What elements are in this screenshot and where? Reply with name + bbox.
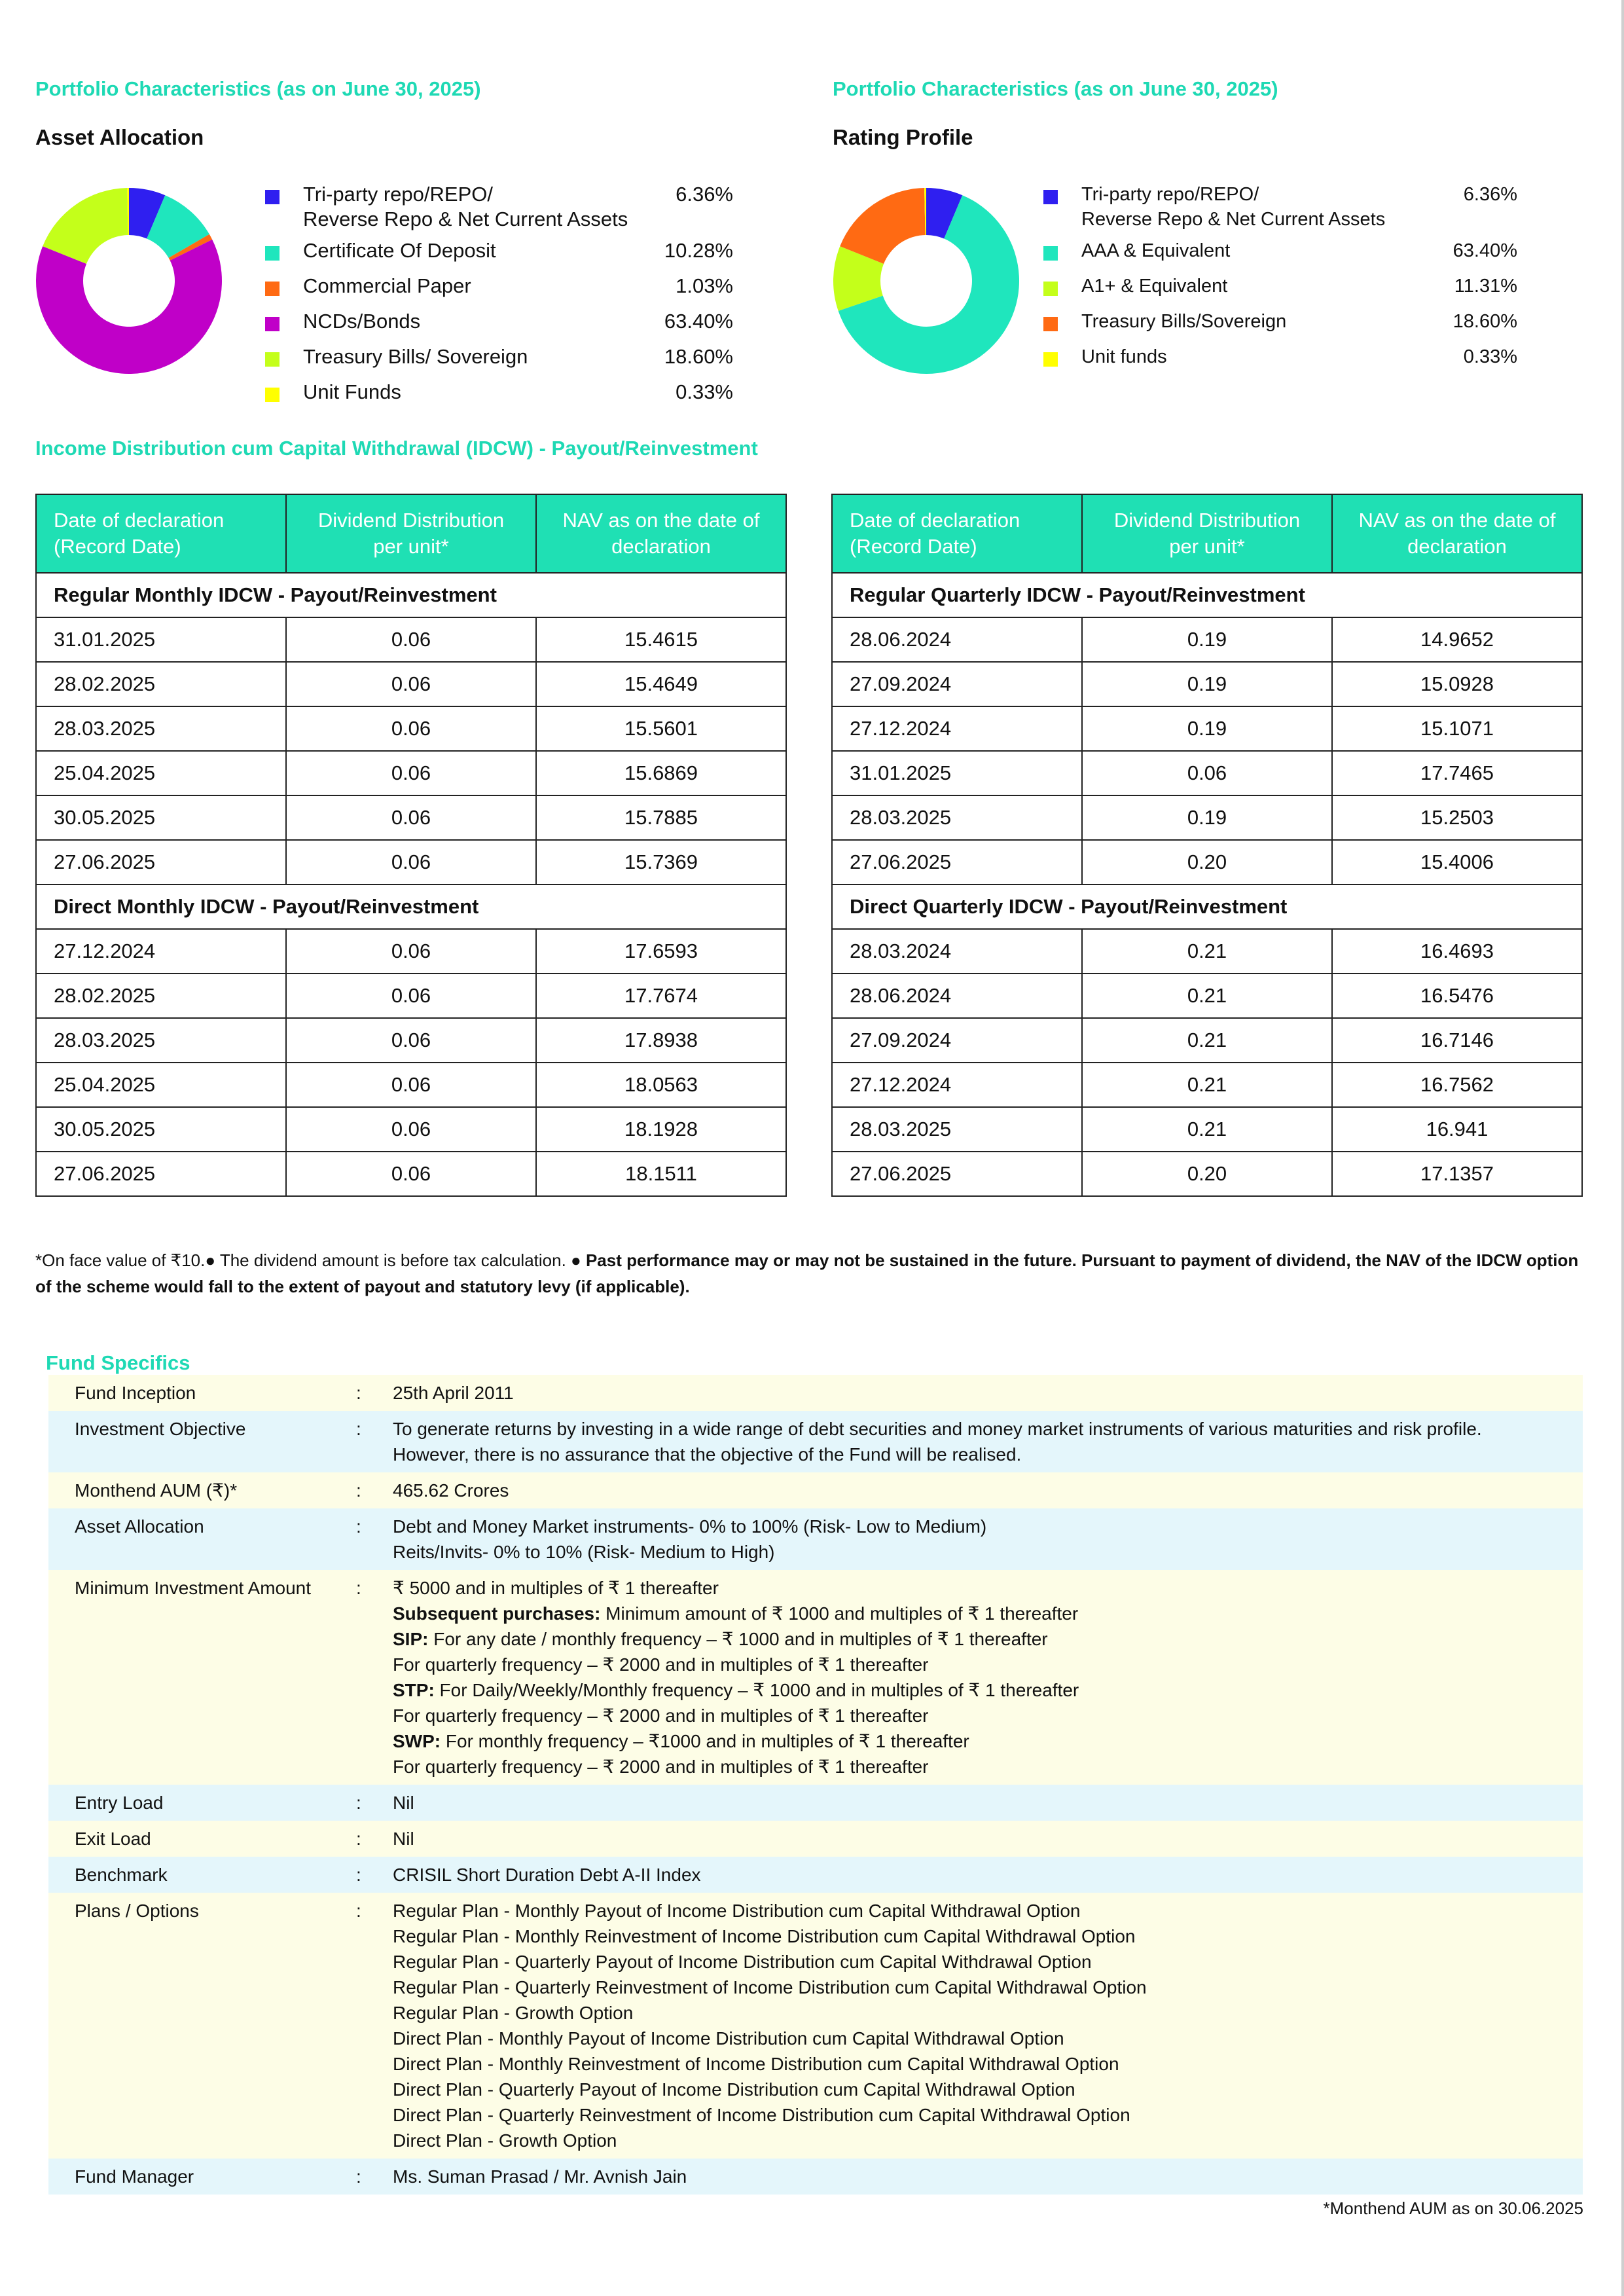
dividend-cell: 0.19 (1082, 662, 1332, 706)
dividend-cell: 0.21 (1082, 1018, 1332, 1063)
dividend-cell: 0.21 (1082, 974, 1332, 1018)
nav-cell: 17.7465 (1332, 751, 1582, 795)
spec-value-line: For quarterly frequency – ₹ 2000 and in multiples of ₹ 1 thereafter (393, 1705, 929, 1726)
spec-key: Plans / Options (75, 1901, 199, 1921)
legend-swatch (1043, 282, 1058, 296)
record-date-cell: 25.04.2025 (36, 751, 286, 795)
spec-key: Exit Load (75, 1829, 151, 1849)
legend-value: 6.36% (1463, 184, 1517, 205)
record-date-cell: 31.01.2025 (36, 617, 286, 662)
dividend-cell: 0.21 (1082, 1063, 1332, 1107)
column-header: Dividend Distribution per unit* (1082, 494, 1332, 573)
dividend-cell: 0.06 (286, 795, 536, 840)
table-row (36, 662, 786, 706)
legend-item-tri-party-repo-repo-reverse-repo-net-current-assets (1043, 182, 1517, 232)
nav-cell: 15.2503 (1332, 795, 1582, 840)
legend-label-line: Treasury Bills/ Sovereign (303, 345, 528, 368)
spec-value-prefix: SIP: (393, 1629, 429, 1649)
spec-row-benchmark (48, 1857, 1583, 1893)
spec-key: Fund Inception (75, 1383, 196, 1403)
spec-value-line: STP: For Daily/Weekly/Monthly frequency – ₹ 1000 and in multiples of ₹ 1 thereafter (393, 1680, 1079, 1700)
idcw-section-title: Income Distribution cum Capital Withdrawal (IDCW) - Payout/Reinvestment (35, 437, 758, 460)
legend-value: 18.60% (664, 345, 733, 368)
legend-label-line: AAA & Equivalent (1081, 240, 1231, 261)
spec-value-line: Nil (393, 1793, 414, 1813)
dividend-note (35, 1247, 1593, 1300)
spec-value (393, 1898, 1583, 2153)
legend-label (303, 309, 648, 334)
record-date-cell: 28.03.2025 (36, 1018, 286, 1063)
nav-cell: 16.7562 (1332, 1063, 1582, 1107)
group-row (36, 573, 786, 617)
nav-cell: 16.941 (1332, 1107, 1582, 1152)
spec-value-line: Ms. Suman Prasad / Mr. Avnish Jain (393, 2166, 687, 2187)
note-bold-text: Past performance may or may not be sustained in the future. Pursuant to payment of dividend, the NAV of the IDCW option of the scheme would fall to the extent of payout and statutory levy (if applicable). (35, 1250, 1579, 1296)
spec-colon: : (356, 1383, 361, 1403)
nav-cell: 15.4649 (536, 662, 786, 706)
monthly-idcw-table (35, 494, 787, 1197)
spec-value-line: SIP: For any date / monthly frequency – ₹ 1000 and in multiples of ₹ 1 thereafter (393, 1629, 1048, 1649)
table-row (36, 795, 786, 840)
record-date-cell: 28.06.2024 (832, 617, 1082, 662)
spec-key: Asset Allocation (75, 1516, 204, 1537)
legend-label (1081, 274, 1432, 299)
rating-profile-legend (1043, 182, 1517, 380)
record-date-cell: 28.02.2025 (36, 662, 286, 706)
column-header: NAV as on the date of declaration (536, 494, 786, 573)
quarterly-idcw-table (831, 494, 1583, 1197)
asset-allocation-subtitle: Asset Allocation (35, 125, 204, 149)
table-row (832, 706, 1582, 751)
spec-value-line: However, there is no assurance that the objective of the Fund will be realised. (393, 1444, 1022, 1465)
legend-label-line: Unit Funds (303, 380, 401, 403)
record-date-cell: 28.06.2024 (832, 974, 1082, 1018)
legend-label-line: Reverse Repo & Net Current Assets (1081, 209, 1386, 230)
nav-cell: 15.6869 (536, 751, 786, 795)
spec-value-line: Direct Plan - Quarterly Payout of Income Distribution cum Capital Withdrawal Option (393, 2079, 1075, 2100)
legend-swatch (265, 246, 280, 261)
nav-cell: 16.4693 (1332, 929, 1582, 974)
nav-cell: 18.0563 (536, 1063, 786, 1107)
spec-value-line: Nil (393, 1829, 414, 1849)
legend-swatch (265, 388, 280, 402)
left-section-title: Portfolio Characteristics (as on June 30, 2025) (35, 77, 481, 100)
legend-swatch (1043, 317, 1058, 331)
spec-value-line: Subsequent purchases: Minimum amount of ₹ 1000 and multiples of ₹ 1 thereafter (393, 1603, 1079, 1624)
legend-label-line: Treasury Bills/Sovereign (1081, 311, 1287, 332)
nav-cell: 15.4615 (536, 617, 786, 662)
rating-profile-subtitle: Rating Profile (833, 125, 973, 149)
fund-specifics-table (48, 1375, 1583, 2195)
table-row (36, 1063, 786, 1107)
dividend-cell: 0.21 (1082, 929, 1332, 974)
spec-value-line: ₹ 5000 and in multiples of ₹ 1 thereafter (393, 1578, 719, 1598)
nav-cell: 17.8938 (536, 1018, 786, 1063)
spec-colon: : (356, 1901, 361, 1921)
dividend-cell: 0.19 (1082, 617, 1332, 662)
dividend-cell: 0.21 (1082, 1107, 1332, 1152)
right-section-title: Portfolio Characteristics (as on June 30, 2025) (833, 77, 1278, 100)
spec-value-line: Direct Plan - Growth Option (393, 2130, 617, 2151)
column-header: Dividend Distribution per unit* (286, 494, 536, 573)
legend-label (303, 238, 648, 263)
table-row (36, 1152, 786, 1196)
legend-label (303, 344, 648, 369)
legend-value: 63.40% (1453, 240, 1517, 261)
spec-colon: : (356, 1578, 361, 1598)
legend-value: 10.28% (664, 239, 733, 262)
legend-item-aaa-equivalent (1043, 238, 1517, 263)
legend-swatch (1043, 352, 1058, 367)
nav-cell: 15.1071 (1332, 706, 1582, 751)
spec-value-line: Regular Plan - Growth Option (393, 2003, 634, 2023)
dividend-cell: 0.06 (286, 1063, 536, 1107)
legend-label-line: A1+ & Equivalent (1081, 276, 1228, 297)
table-row (832, 662, 1582, 706)
table-row (36, 974, 786, 1018)
record-date-cell: 27.09.2024 (832, 1018, 1082, 1063)
legend-label-line: Unit funds (1081, 346, 1167, 367)
legend-label (1081, 309, 1432, 334)
spec-value (393, 1575, 1583, 1779)
spec-value-prefix: STP: (393, 1680, 435, 1700)
spec-value-line: Direct Plan - Quarterly Reinvestment of Income Distribution cum Capital Withdrawal Option (393, 2105, 1130, 2125)
legend-swatch (265, 317, 280, 331)
spec-value (393, 1478, 1583, 1503)
spec-value (393, 1862, 1583, 1887)
spec-value-line: Direct Plan - Monthly Reinvestment of Income Distribution cum Capital Withdrawal Option (393, 2054, 1119, 2074)
spec-row-exit-load (48, 1821, 1583, 1857)
legend-item-certificate-of-deposit (265, 238, 733, 263)
record-date-cell: 28.03.2025 (832, 1107, 1082, 1152)
table-row (36, 751, 786, 795)
spec-row-entry-load (48, 1785, 1583, 1821)
table-row (36, 706, 786, 751)
record-date-cell: 28.03.2025 (832, 795, 1082, 840)
spec-colon: : (356, 1793, 361, 1813)
spec-value-line: Regular Plan - Monthly Reinvestment of Income Distribution cum Capital Withdrawal Option (393, 1926, 1136, 1946)
aum-footnote: *Monthend AUM as on 30.06.2025 (1323, 2198, 1583, 2218)
legend-label (1081, 238, 1432, 263)
spec-row-asset-allocation (48, 1508, 1583, 1570)
legend-item-a1-equivalent (1043, 274, 1517, 299)
dividend-cell: 0.06 (286, 706, 536, 751)
spec-row-plans-options (48, 1893, 1583, 2159)
dividend-cell: 0.19 (1082, 706, 1332, 751)
dividend-cell: 0.06 (286, 1107, 536, 1152)
spec-row-fund-inception (48, 1375, 1583, 1411)
record-date-cell: 25.04.2025 (36, 1063, 286, 1107)
table-row (832, 840, 1582, 884)
dividend-cell: 0.06 (286, 617, 536, 662)
record-date-cell: 30.05.2025 (36, 795, 286, 840)
spec-colon: : (356, 1516, 361, 1537)
record-date-cell: 27.06.2025 (36, 840, 286, 884)
column-header: Date of declaration (Record Date) (36, 494, 286, 573)
nav-cell: 14.9652 (1332, 617, 1582, 662)
table-row (36, 1107, 786, 1152)
table-row (832, 1152, 1582, 1196)
table-row (832, 1063, 1582, 1107)
spec-colon: : (356, 1480, 361, 1501)
record-date-cell: 27.12.2024 (832, 706, 1082, 751)
record-date-cell: 27.06.2025 (36, 1152, 286, 1196)
table-header-row (832, 494, 1582, 573)
spec-value-line: CRISIL Short Duration Debt A-II Index (393, 1865, 701, 1885)
spec-value-line: 25th April 2011 (393, 1383, 514, 1403)
spec-key: Fund Manager (75, 2166, 194, 2187)
table-row (832, 751, 1582, 795)
dividend-cell: 0.20 (1082, 1152, 1332, 1196)
nav-cell: 15.5601 (536, 706, 786, 751)
legend-swatch (1043, 190, 1058, 204)
legend-value: 11.31% (1454, 276, 1517, 297)
legend-swatch (265, 190, 280, 204)
dividend-cell: 0.06 (286, 840, 536, 884)
column-header: Date of declaration (Record Date) (832, 494, 1082, 573)
legend-swatch (1043, 246, 1058, 261)
record-date-cell: 28.02.2025 (36, 974, 286, 1018)
group-label: Direct Quarterly IDCW - Payout/Reinvestment (832, 884, 1582, 929)
spec-row-monthend-aum (48, 1472, 1583, 1508)
spec-value-line: Regular Plan - Quarterly Payout of Income Distribution cum Capital Withdrawal Option (393, 1952, 1092, 1972)
legend-item-unit-funds (1043, 344, 1517, 369)
spec-colon: : (356, 2166, 361, 2187)
table-row (832, 974, 1582, 1018)
nav-cell: 18.1928 (536, 1107, 786, 1152)
spec-value (393, 1416, 1583, 1467)
spec-value-prefix: SWP: (393, 1731, 441, 1751)
spec-value-line: Direct Plan - Monthly Payout of Income Distribution cum Capital Withdrawal Option (393, 2028, 1064, 2049)
spec-value-line: 465.62 Crores (393, 1480, 509, 1501)
record-date-cell: 27.06.2025 (832, 840, 1082, 884)
table-row (36, 929, 786, 974)
nav-cell: 15.7369 (536, 840, 786, 884)
group-row (36, 884, 786, 929)
dividend-cell: 0.06 (1082, 751, 1332, 795)
legend-item-treasury-bills-sovereign (1043, 309, 1517, 334)
spec-value (393, 1380, 1583, 1406)
spec-value-line: For quarterly frequency – ₹ 2000 and in multiples of ₹ 1 thereafter (393, 1757, 929, 1777)
legend-value: 6.36% (676, 183, 733, 206)
record-date-cell: 31.01.2025 (832, 751, 1082, 795)
group-row (832, 573, 1582, 617)
spec-row-investment-objective (48, 1411, 1583, 1472)
spec-value-line: To generate returns by investing in a wide range of debt securities and money market instruments of various maturities and risk profile. (393, 1419, 1482, 1439)
table-row (832, 1107, 1582, 1152)
group-label: Direct Monthly IDCW - Payout/Reinvestment (36, 884, 786, 929)
spec-value-line: Regular Plan - Quarterly Reinvestment of Income Distribution cum Capital Withdrawal Option (393, 1977, 1147, 1997)
nav-cell: 17.6593 (536, 929, 786, 974)
legend-item-tri-party-repo-repo-reverse-repo-net-current-assets (265, 182, 733, 232)
record-date-cell: 27.12.2024 (36, 929, 286, 974)
table-row (36, 840, 786, 884)
legend-label (303, 274, 648, 299)
dividend-cell: 0.06 (286, 1018, 536, 1063)
dividend-cell: 0.06 (286, 751, 536, 795)
legend-swatch (265, 352, 280, 367)
page-right-border (1621, 0, 1624, 2296)
legend-label-line: Reverse Repo & Net Current Assets (303, 208, 628, 230)
spec-row-fund-manager (48, 2159, 1583, 2195)
spec-value (393, 1790, 1583, 1815)
record-date-cell: 28.03.2025 (36, 706, 286, 751)
spec-value (393, 2164, 1583, 2189)
legend-label (1081, 344, 1432, 369)
nav-cell: 18.1511 (536, 1152, 786, 1196)
spec-value-prefix: Subsequent purchases: (393, 1603, 601, 1624)
table-row (36, 1018, 786, 1063)
legend-swatch (265, 282, 280, 296)
spec-colon: : (356, 1419, 361, 1439)
record-date-cell: 27.12.2024 (832, 1063, 1082, 1107)
legend-item-commercial-paper (265, 274, 733, 299)
dividend-cell: 0.06 (286, 1152, 536, 1196)
record-date-cell: 30.05.2025 (36, 1107, 286, 1152)
dividend-cell: 0.06 (286, 974, 536, 1018)
spec-value-line: Reits/Invits- 0% to 10% (Risk- Medium to High) (393, 1542, 775, 1562)
nav-cell: 15.4006 (1332, 840, 1582, 884)
spec-value-line: SWP: For monthly frequency – ₹1000 and in multiples of ₹ 1 thereafter (393, 1731, 969, 1751)
rating-profile-donut-chart (831, 186, 1021, 376)
spec-key: Investment Objective (75, 1419, 246, 1439)
spec-key: Minimum Investment Amount (75, 1578, 312, 1598)
legend-label-line: Tri-party repo/REPO/ (1081, 184, 1259, 205)
legend-value: 18.60% (1453, 311, 1517, 332)
dividend-cell: 0.19 (1082, 795, 1332, 840)
legend-label (303, 380, 648, 405)
record-date-cell: 28.03.2024 (832, 929, 1082, 974)
legend-value: 0.33% (676, 380, 733, 403)
table-row (832, 929, 1582, 974)
legend-label-line: Tri-party repo/REPO/ (303, 183, 493, 206)
nav-cell: 15.7885 (536, 795, 786, 840)
legend-label-line: Certificate Of Deposit (303, 239, 496, 262)
spec-value (393, 1514, 1583, 1565)
legend-label-line: NCDs/Bonds (303, 310, 421, 333)
nav-cell: 17.7674 (536, 974, 786, 1018)
legend-value: 0.33% (1463, 346, 1517, 367)
spec-colon: : (356, 1829, 361, 1849)
group-label: Regular Monthly IDCW - Payout/Reinvestment (36, 573, 786, 617)
spec-value-line: Regular Plan - Monthly Payout of Income Distribution cum Capital Withdrawal Option (393, 1901, 1081, 1921)
legend-label-line: Commercial Paper (303, 274, 471, 297)
spec-value-line: Debt and Money Market instruments- 0% to 100% (Risk- Low to Medium) (393, 1516, 987, 1537)
table-row (832, 1018, 1582, 1063)
record-date-cell: 27.09.2024 (832, 662, 1082, 706)
spec-value (393, 1826, 1583, 1851)
group-label: Regular Quarterly IDCW - Payout/Reinvestment (832, 573, 1582, 617)
slice-ncds-bonds (36, 240, 222, 374)
nav-cell: 16.5476 (1332, 974, 1582, 1018)
spec-key: Entry Load (75, 1793, 164, 1813)
spec-row-minimum-investment-amount (48, 1570, 1583, 1785)
nav-cell: 16.7146 (1332, 1018, 1582, 1063)
dividend-cell: 0.20 (1082, 840, 1332, 884)
nav-cell: 17.1357 (1332, 1152, 1582, 1196)
asset-allocation-legend (265, 182, 733, 415)
table-header-row (36, 494, 786, 573)
legend-item-treasury-bills-sovereign (265, 344, 733, 369)
legend-label (1081, 182, 1432, 232)
table-row (36, 617, 786, 662)
record-date-cell: 27.06.2025 (832, 1152, 1082, 1196)
group-row (832, 884, 1582, 929)
table-row (832, 795, 1582, 840)
table-row (832, 617, 1582, 662)
column-header: NAV as on the date of declaration (1332, 494, 1582, 573)
spec-key: Monthend AUM (₹)* (75, 1480, 238, 1501)
legend-item-ncds-bonds (265, 309, 733, 334)
note-text: *On face value of ₹10.● The dividend amount is before tax calculation. ● (35, 1250, 581, 1270)
legend-label (303, 182, 648, 232)
spec-value-line: For quarterly frequency – ₹ 2000 and in multiples of ₹ 1 thereafter (393, 1654, 929, 1675)
asset-allocation-donut-chart (34, 186, 224, 376)
dividend-cell: 0.06 (286, 662, 536, 706)
nav-cell: 15.0928 (1332, 662, 1582, 706)
spec-colon: : (356, 1865, 361, 1885)
fund-specifics-title: Fund Specifics (46, 1351, 190, 1374)
legend-item-unit-funds (265, 380, 733, 405)
legend-value: 63.40% (664, 310, 733, 333)
legend-value: 1.03% (676, 274, 733, 297)
dividend-cell: 0.06 (286, 929, 536, 974)
spec-key: Benchmark (75, 1865, 168, 1885)
